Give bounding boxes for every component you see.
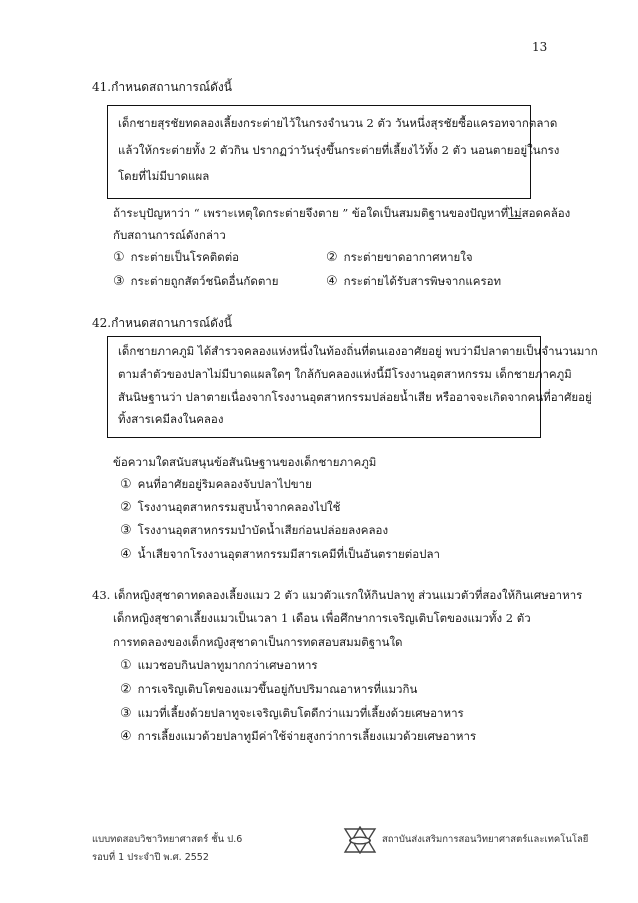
option-marker: ③ <box>120 706 132 721</box>
q42-title: 42.กำหนดสถานการณ์ดังนี้ <box>92 316 232 330</box>
option-marker: ④ <box>326 274 338 289</box>
q41-scenario-line-1: เด็กชายสุรชัยทดลองเลี้ยงกระต่ายไว้ในกรงจำนวน 2 ตัว วันหนึ่งสุรชัยซื้อแครอทจากตลาด <box>118 116 558 130</box>
q42-option-3[interactable] <box>120 522 388 540</box>
option-text: กระต่ายขาดอากาศหายใจ <box>343 250 473 264</box>
option-marker: ④ <box>120 547 132 562</box>
q41-scenario-line-3: โดยที่ไม่มีบาดแผล <box>118 169 210 183</box>
option-text: กระต่ายเป็นโรคติดต่อ <box>130 250 240 264</box>
option-marker: ② <box>120 682 132 697</box>
q42-question: ข้อความใดสนับสนุนข้อสันนิษฐานของเด็กชายภาคภูมิ <box>113 455 377 469</box>
q41-scenario-box <box>107 105 560 199</box>
option-text: โรงงานอุตสาหกรรมสูบน้ำจากคลองไปใช้ <box>137 500 341 514</box>
option-marker: ② <box>326 250 338 265</box>
option-text: คนที่อาศัยอยู่ริมคลองจับปลาไปขาย <box>137 477 312 491</box>
q42-option-4[interactable] <box>120 546 440 564</box>
option-marker: ① <box>120 658 132 673</box>
option-text: น้ำเสียจากโรงงานอุตสาหกรรมมีสารเคมีที่เป็นอันตรายต่อปลา <box>137 547 440 561</box>
option-text: โรงงานอุตสาหกรรมบำบัดน้ำเสียก่อนปล่อยลงคลอง <box>137 523 389 537</box>
q41-question-underlined: ไม่ <box>508 206 522 220</box>
q42-scenario-line-3: สันนิษฐานว่า ปลาตายเนื่องจากโรงงานอุตสาหกรรมปล่อยน้ำเสีย หรืออาจจะเกิดจากคนที่อาศัยอยู่ <box>118 390 592 404</box>
option-text: การเลี้ยงแมวด้วยปลาทูมีค่าใช้จ่ายสูงกว่าการเลี้ยงแมวด้วยเศษอาหาร <box>137 729 477 743</box>
q41-option-4[interactable] <box>326 273 501 291</box>
option-marker: ④ <box>120 729 132 744</box>
footer-left-line-1: แบบทดสอบวิชาวิทยาศาสตร์ ชั้น ป.6 <box>92 834 243 845</box>
q41-title: 41.กำหนดสถานการณ์ดังนี้ <box>92 80 232 94</box>
q43-option-4[interactable] <box>120 728 476 746</box>
institute-logo-icon <box>343 826 377 854</box>
option-marker: ③ <box>120 523 132 538</box>
q41-question-part2: สอดคล้อง <box>521 206 571 220</box>
page-number: 13 <box>532 40 548 54</box>
q41-option-1[interactable] <box>113 249 239 267</box>
footer-right: สถาบันส่งเสริมการสอนวิทยาศาสตร์และเทคโนโลยี <box>382 834 589 845</box>
q42-option-2[interactable] <box>120 499 340 517</box>
q42-option-1[interactable] <box>120 476 312 494</box>
option-marker: ② <box>120 500 132 515</box>
option-marker: ① <box>120 477 132 492</box>
option-marker: ① <box>113 250 125 265</box>
q41-question <box>113 205 570 223</box>
q43-option-2[interactable] <box>120 681 417 699</box>
option-text: กระต่ายได้รับสารพิษจากแครอท <box>343 274 502 288</box>
option-marker: ③ <box>113 274 125 289</box>
q42-scenario-line-4: ทิ้งสารเคมีลงในคลอง <box>118 412 224 426</box>
q43-option-1[interactable] <box>120 657 318 675</box>
q42-scenario-box <box>107 336 598 438</box>
q41-scenario-line-2: แล้วให้กระต่ายทั้ง 2 ตัวกิน ปรากฏว่าวันรุ่งขึ้นกระต่ายที่เลี้ยงไว้ทั้ง 2 ตัว นอนตายอยู่ในกรง <box>118 143 560 157</box>
q42-scenario-line-2: ตามลำตัวของปลาไม่มีบาดแผลใดๆ ใกล้กับคลองแห่งนี้มีโรงงานอุตสาหกรรม เด็กชายภาคภูมิ <box>118 367 572 381</box>
q41-question-part1: ถ้าระบุปัญหาว่า “ เพราะเหตุใดกระต่ายจึงตาย ” ข้อใดเป็นสมมติฐานของปัญหาที่ <box>113 206 509 220</box>
q43-question-line-1: 43. เด็กหญิงสุชาดาทดลองเลี้ยงแมว 2 ตัว แมวตัวแรกให้กินปลาทู ส่วนแมวตัวที่สองให้กินเศษอาหาร <box>92 588 583 602</box>
option-text: กระต่ายถูกสัตว์ชนิดอื่นกัดตาย <box>130 274 279 288</box>
q41-question-line2: กับสถานการณ์ดังกล่าว <box>113 228 226 242</box>
option-text: การเจริญเติบโตของแมวขึ้นอยู่กับปริมาณอาหารที่แมวกิน <box>137 682 418 696</box>
q42-scenario-line-1: เด็กชายภาคภูมิ ได้สำรวจคลองแห่งหนึ่งในท้องถิ่นที่ตนเองอาศัยอยู่ พบว่ามีปลาตายเป็นจำนวนมาก <box>118 344 598 358</box>
q43-option-3[interactable] <box>120 705 464 723</box>
footer-left-line-2: รอบที่ 1 ประจำปี พ.ศ. 2552 <box>92 852 209 863</box>
option-text: แมวที่เลี้ยงด้วยปลาทูจะเจริญเติบโตดีกว่าแมวที่เลี้ยงด้วยเศษอาหาร <box>137 706 464 720</box>
q41-option-2[interactable] <box>326 249 473 267</box>
option-text: แมวชอบกินปลาทูมากกว่าเศษอาหาร <box>137 658 318 672</box>
q43-question-line-3: การทดลองของเด็กหญิงสุชาดาเป็นการทดสอบสมมติฐานใด <box>113 635 403 649</box>
q41-option-3[interactable] <box>113 273 279 291</box>
q43-question-line-2: เด็กหญิงสุชาดาเลี้ยงแมวเป็นเวลา 1 เดือน เพื่อศึกษาการเจริญเติบโตของแมวทั้ง 2 ตัว <box>113 611 531 625</box>
